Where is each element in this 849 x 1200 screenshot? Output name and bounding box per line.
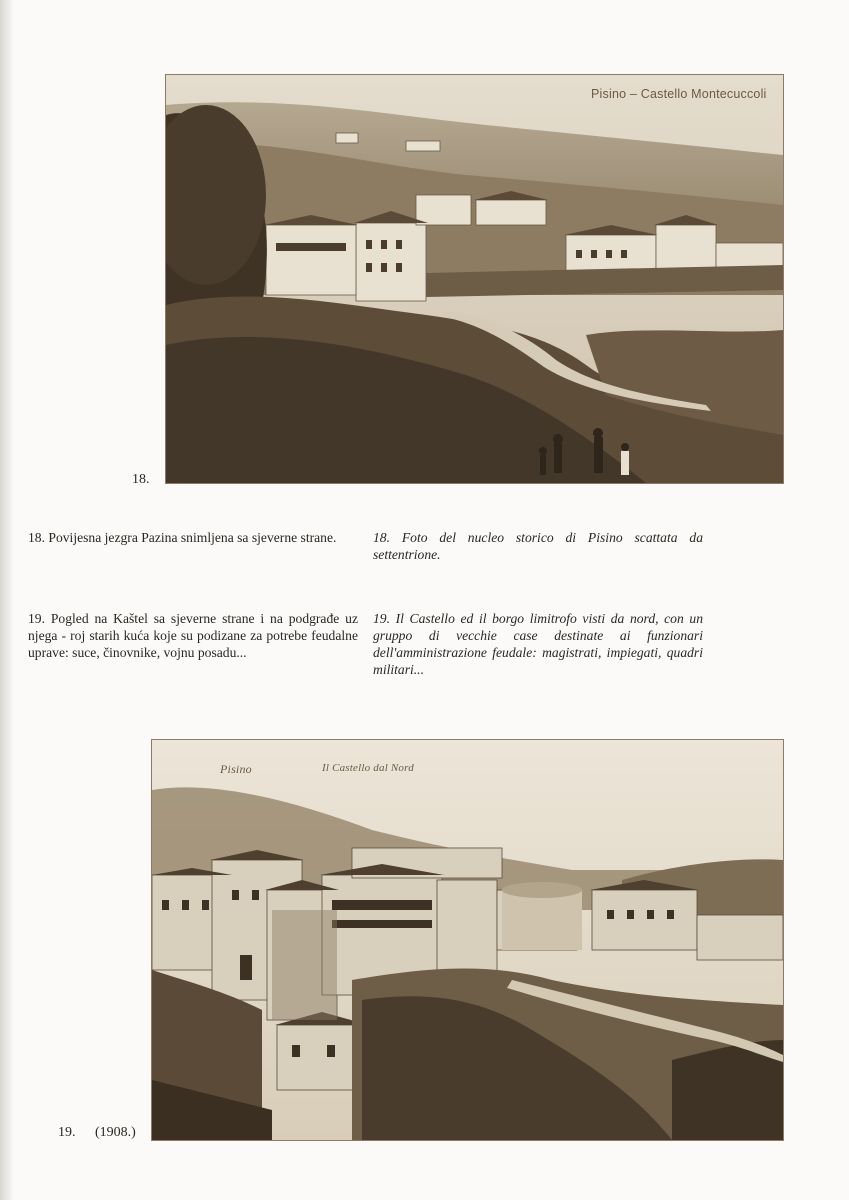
photo-number-19: 19.: [58, 1125, 76, 1140]
photo-19-castello-dal-nord: [151, 739, 784, 1141]
caption-18-italian: 18. Foto del nucleo storico di Pisino scattata da settentrione.: [373, 530, 703, 562]
postcard-title-19: Il Castello dal Nord: [322, 762, 414, 774]
photo-18-castello-montecuccoli: [165, 74, 784, 484]
caption-19-italian: 19. Il Castello ed il borgo limitrofo visti da nord, con un gruppo di vecchie case destinate ai funzionari dell'amministrazione feudale: magistrati, impiegati, quadri militari...: [373, 611, 703, 677]
photo-18-image: [166, 75, 783, 483]
postcard-title-18: Pisino – Castello Montecuccoli: [591, 87, 767, 101]
postcard-place-19: Pisino: [220, 762, 252, 776]
caption-18-croatian: 18. Povijesna jezgra Pazina snimljena sa sjeverne strane.: [28, 530, 337, 545]
photo-19-image: [152, 740, 783, 1140]
photo-year-19: (1908.): [95, 1125, 136, 1140]
photo-number-18: 18.: [132, 472, 150, 487]
caption-19-croatian: 19. Pogled na Kaštel sa sjeverne strane i na podgrađe uz njega - roj starih kuća koje su podizane za potrebe feudalne uprave: suce, činovnike, vojnu posadu...: [28, 611, 358, 660]
page-edge: [0, 0, 14, 1200]
